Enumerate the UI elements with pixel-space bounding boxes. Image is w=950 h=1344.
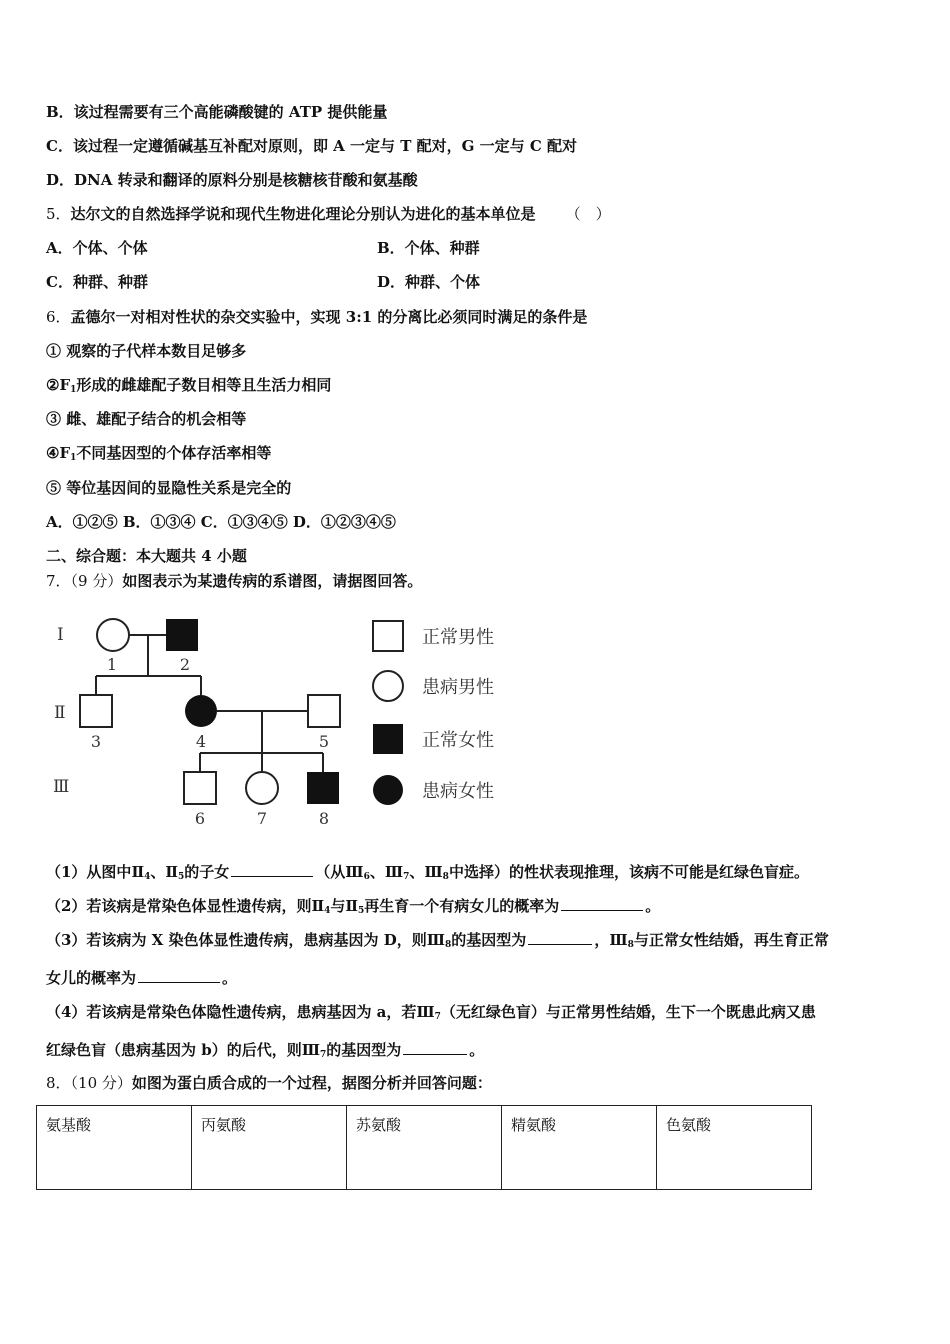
individual-1 [97, 619, 129, 651]
legend-symbol-affected-male [373, 671, 403, 701]
q7-sub-4 [46, 1002, 816, 1027]
answer-blank-1[interactable] [231, 862, 313, 877]
q6-stem-text: 孟德尔一对相对性状的杂交实验中，实现 3:1 的分离比必须同时满足的条件是 [70, 308, 588, 326]
q7-s1-a: （1）从图中Ⅱ [46, 863, 145, 881]
q6-c2-sub: 1 [70, 385, 77, 395]
individual-4 [185, 695, 217, 727]
q6-c2-post: 形成的雌雄配子数目相等且生活力相同 [76, 376, 332, 394]
q7-s1-k: 8 [442, 872, 449, 882]
q6-stem [46, 307, 587, 327]
q7-s4-g: 。 [469, 1041, 485, 1059]
q4-option-d: D．DNA 转录和翻译的原料分别是核糖核苷酸和氨基酸 [46, 171, 418, 189]
q6-condition-4 [46, 443, 271, 468]
q5-stem-text: 达尔文的自然选择学说和现代生物进化理论分别认为进化的基本单位是 [70, 205, 536, 223]
legend-label-normal-male: 正常男性 [422, 627, 494, 648]
legend-symbol-normal-male [373, 621, 403, 651]
id-label-5: 5 [318, 732, 330, 751]
q7-sub-3-cont [46, 968, 237, 988]
individual-5 [308, 695, 340, 727]
q6-c4-sub: 1 [70, 453, 77, 463]
q4-option-b: B．该过程需要有三个高能磷酸键的 ATP 提供能量 [46, 103, 388, 121]
q7-s1-j: 、Ⅲ [409, 863, 443, 881]
q7-s4-d: 红绿色盲（患病基因为 b）的后代，则Ⅲ [46, 1041, 320, 1059]
q8-stem [46, 1073, 492, 1093]
q7-s1-d: 5 [178, 872, 185, 882]
individual-6 [184, 772, 216, 804]
id-label-2: 2 [179, 655, 191, 674]
table-cell-arginine: 精氨酸 [502, 1106, 657, 1190]
q6-condition-5: ⑤ 等位基因间的显隐性关系是完全的 [46, 479, 292, 497]
section-heading: 二、综合题：本大题共 4 小题 [46, 547, 247, 565]
q7-s3-b: 8 [445, 940, 452, 950]
q6-condition-1: ① 观察的子代样本数目足够多 [46, 342, 247, 360]
table-row [37, 1106, 812, 1190]
table-cell-alanine: 丙氨酸 [192, 1106, 347, 1190]
id-label-6: 6 [194, 809, 206, 828]
legend-symbol-affected-female [373, 775, 403, 805]
q5-paren: （ ） [565, 205, 611, 223]
q7-s1-g: 6 [363, 872, 370, 882]
q6-condition-2 [46, 375, 331, 400]
q6-condition-3: ③ 雌、雄配子结合的机会相等 [46, 410, 247, 428]
q7-s4-e: 7 [319, 1050, 327, 1060]
pedigree-chart [40, 608, 520, 834]
q7-s3-g: 女儿的概率为 [46, 969, 137, 987]
id-label-8: 8 [318, 809, 330, 828]
q7-s2-f: 。 [645, 897, 661, 915]
q7-sub-3 [46, 930, 829, 955]
answer-blank-4[interactable] [138, 968, 220, 983]
individual-7 [246, 772, 278, 804]
q8-number: 8． [46, 1074, 71, 1092]
q4-option-c: C．该过程一定遵循碱基互补配对原则，即 A 一定与 T 配对，G 一定与 C 配对 [46, 137, 578, 155]
q6-c2-pre: ②F [46, 376, 71, 394]
q5-option-b: B．个体、种群 [377, 239, 480, 257]
legend-symbol-normal-female [373, 724, 403, 754]
table-cell-threonine: 苏氨酸 [347, 1106, 502, 1190]
q7-sub-2 [46, 896, 660, 921]
q6-c4-post: 不同基因型的个体存活率相等 [76, 444, 272, 462]
q5-option-a: A．个体、个体 [46, 239, 148, 257]
q7-s4-a: （4）若该病是常染色体隐性遗传病，患病基因为 a，若Ⅲ [46, 1003, 435, 1021]
gen-label-2: Ⅱ [54, 703, 66, 723]
q7-s1-c: 、Ⅱ [150, 863, 179, 881]
q7-s3-f: 与正常女性结婚，再生育正常 [633, 931, 829, 949]
answer-blank-5[interactable] [403, 1040, 467, 1055]
q7-s1-f: （从Ⅲ [315, 863, 364, 881]
q7-s1-i: 7 [403, 872, 410, 882]
q5-number: 5． [46, 205, 71, 223]
answer-blank-2[interactable] [561, 896, 643, 911]
legend-label-affected-male: 患病男性 [422, 677, 494, 698]
q7-s1-h: 、Ⅲ [369, 863, 404, 881]
gen-label-1: Ⅰ [57, 625, 64, 645]
table-cell-tryptophan: 色氨酸 [657, 1106, 812, 1190]
answer-blank-3[interactable] [528, 930, 592, 945]
gen-label-3: Ⅲ [53, 777, 70, 797]
q7-s3-h: 。 [222, 969, 238, 987]
table-cell-amino-acid: 氨基酸 [37, 1106, 192, 1190]
q7-s3-c: 的基因型为 [451, 931, 527, 949]
id-label-4: 4 [195, 732, 207, 751]
q7-sub-4-cont [46, 1040, 484, 1065]
q7-score: （9 分） [70, 572, 123, 590]
q7-s2-a: （2）若该病是常染色体显性遗传病，则Ⅱ [46, 897, 325, 915]
q7-s4-c: （无红绿色盲）与正常男性结婚，生下一个既患此病又患 [440, 1003, 816, 1021]
q6-options: A．①②⑤ B．①③④ C．①③④⑤ D．①②③④⑤ [46, 513, 396, 531]
q5-stem [46, 204, 611, 224]
legend-label-normal-female: 正常女性 [422, 730, 494, 751]
q7-s4-f: 的基因型为 [326, 1041, 402, 1059]
q7-s2-b: 4 [324, 906, 331, 916]
q7-s2-d: 5 [358, 906, 365, 916]
amino-acid-table [36, 1105, 812, 1190]
q6-number: 6． [46, 308, 71, 326]
id-label-7: 7 [256, 809, 268, 828]
legend-label-affected-female: 患病女性 [422, 781, 494, 802]
q7-number: 7． [46, 572, 71, 590]
q7-sub-1 [46, 862, 809, 887]
q7-stem-text: 如图表示为某遗传病的系谱图，请据图回答。 [122, 572, 423, 590]
q7-s1-e: 的子女 [184, 863, 230, 881]
q7-s2-c: 与Ⅱ [330, 897, 359, 915]
q8-score: （10 分） [70, 1074, 132, 1092]
individual-2 [166, 619, 198, 651]
q5-option-c: C．种群、种群 [46, 273, 148, 291]
q7-s1-l: 中选择）的性状表现推理，该病不可能是红绿色盲症。 [448, 863, 809, 881]
q7-stem [46, 571, 422, 591]
q7-s3-a: （3）若该病为 X 染色体显性遗传病，患病基因为 D，则Ⅲ [46, 931, 446, 949]
q7-s3-d: ，Ⅲ [594, 931, 628, 949]
id-label-3: 3 [90, 732, 102, 751]
q5-option-d: D．种群、个体 [377, 273, 481, 291]
q8-stem-text: 如图为蛋白质合成的一个过程，据图分析并回答问题： [131, 1074, 492, 1092]
q7-s3-e: 8 [627, 940, 634, 950]
individual-8 [307, 772, 339, 804]
id-label-1: 1 [106, 655, 118, 674]
individual-3 [80, 695, 112, 727]
q7-s2-e: 再生育一个有病女儿的概率为 [364, 897, 560, 915]
q6-c4-pre: ④F [46, 444, 71, 462]
q7-s1-b: 4 [144, 872, 151, 882]
q7-s4-b: 7 [434, 1012, 441, 1022]
